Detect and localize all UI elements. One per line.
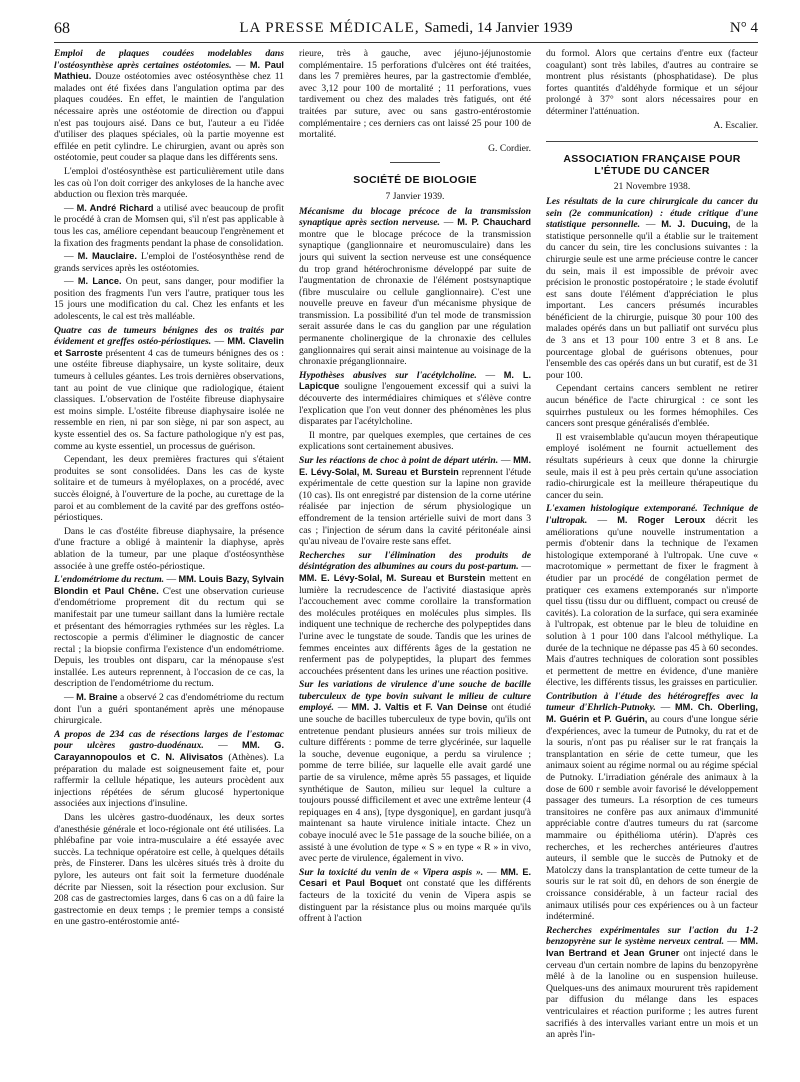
article-author: M. Lance. bbox=[77, 276, 122, 287]
article-paragraph: Il est vraisemblable qu'aucun moyen thérapeutique employé isolément ne fournit actuellement des résultats supérieurs à ceux que donne la chirurgie seule, mais il est à peu près certain qu'une association radio-chirurgicale est la meilleure thérapeutique du cancer du sein. bbox=[546, 431, 758, 501]
article-heading: Sur les réactions de choc à point de départ utérin. bbox=[299, 455, 499, 466]
article-text: L'emploi de l'ostéosynthèse rend de grands services après les ostéotomies. bbox=[54, 251, 284, 274]
article-signature: G. Cordier. bbox=[488, 142, 531, 154]
article-author: M. Mauclaire. bbox=[77, 251, 137, 262]
article-signature: A. Escalier. bbox=[713, 119, 758, 131]
article-paragraph: L'examen histologique extemporané. Technique de l'ultropak. — M. Roger Leroux décrit les améliorations qu'une nouvelle instrumentation a permis d'obtenir dans la technique de l'examen histologique extemporané à l'ultropak. Une cuve « macrotomique » permettant de fixer le fragment à étudier par un procédé de congélation permet de pratiquer ces examens extemporanés sur n'importe quel tissu (tissu dur ou diffluent, compact ou creusé de cavités). La coloration de la surface, qui sera examinée à l'ultropak, est obtenue par le bleu de toluidine en solution à 1 pour 100 dans l'alcool méthylique. La durée de la technique ne dépasse pas 45 à 60 secondes. Mais d'autres techniques de coloration sont possibles et permettent de mettre en évidence, d'une manière élective, les différents tissus, les graisses en particulier. bbox=[546, 503, 758, 689]
article-heading: Quatre cas de tumeurs bénignes des os traités par évidement et greffes ostéo-périostiques. bbox=[54, 324, 284, 348]
section-title: ASSOCIATION FRANÇAISE POUR L'ÉTUDE DU CANCER bbox=[563, 153, 741, 177]
page-header bbox=[54, 20, 758, 43]
article-text: reprennent l'étude expérimentale de cette question sur la lapine non gravide (10 cas). Ils ont enregistré par distension de la corne utérine réalisée par injection de sérum physiologique un effondrement de la tension artérielle suivi de mort dans 3 cas ; l'injection de sérum dans la cavité péritonéale ainsi qu'au niveau de l'ovaire reste sans effet. bbox=[299, 466, 531, 548]
article-text: présentent 4 cas de tumeurs bénignes des os : une ostéite fibreuse diaphysaire, un kyste solitaire, deux tumeurs à cellules géantes. Les trois dernières observations, tant au point de vue clinique que radiologique, étaient classiques. L'observation de l'ostéite fibreuse diaphysaire est moins simple. L'ostéite fibreuse diaphysaire isolée ne ressemble en rien, ni par son siège, ni par son aspect, au kyste essentiel des os. Sa facture pathologique n'y est pas, comme au kyste essentiel, un processus de guérison. bbox=[54, 347, 284, 452]
article-paragraph: Hypothèses abusives sur l'acétylcholine. — M. L. Lapicque souligne l'engouement excessif qui a suivi la découverte des intermédiaires chimiques et s'élève contre l'explication que l'on veut donner des phénomènes les plus disparates par l'acétylcholine. bbox=[299, 369, 531, 428]
issue-date: Samedi, 14 Janvier 1939 bbox=[424, 20, 573, 36]
article-heading: Hypothèses abusives sur l'acétylcholine. bbox=[299, 369, 477, 381]
article-author: M. Roger Leroux bbox=[617, 514, 706, 525]
article-text: décrit les améliorations qu'une nouvelle instrumentation a permis d'obtenir dans la technique de l'examen histologique extemporané à l'ultropak. Une cuve « macrotomique » permettant de fixer le fragment à étudier par un procédé de congélation permet de pratiquer ces examens extemporanés sur n'importe quel tissu (tissu dur ou diffluent, compact ou creusé de cavités). La coloration de la surface, qui sera examinée à l'ultropak, est obtenue par le bleu de toluidine en solution à 1 pour 100 dans l'alcool méthylique. La durée de la technique ne dépasse pas 45 à 60 secondes. Mais d'autres techniques de coloration sont possibles et permettent de mettre en évidence, d'une manière élective, les différents tissus, les graisses en particulier. bbox=[546, 514, 758, 689]
article-text: a observé 2 cas d'endométriome du rectum dont l'un a guéri spontanément après une ménopause chirurgicale. bbox=[54, 692, 284, 727]
article-heading: Emploi de plaques coudées modelables dans l'ostéosynthèse après certaines ostéotomies. bbox=[54, 48, 284, 71]
divider bbox=[390, 162, 440, 163]
article-heading: Recherches sur l'élimination des produits de désintégration des albumines au cours du post-partum. bbox=[299, 549, 531, 573]
section-date: 7 Janvier 1939. bbox=[385, 190, 445, 202]
article-text: Douze ostéotomies avec ostéosynthèse chez 11 malades ont été fixées dans l'angulation optima par des plaques coudées. En effet, le maintien de l'angulation nécessaire après une ostéotomie de direction ou d'appui n'est pas toujours aisé. Dans ce but, l'auteur a eu l'idée d'utiliser des plaques spéciales, où la partie moyenne est effilée en petit cylindre. Le chirurgien, avant ou après son ostéotomie, peut couder sa plaque dans les différents sens. bbox=[54, 71, 284, 164]
article-text: (Athènes). La préparation du malade est soigneusement faite et, pour raffermir la cellule hépatique, les auteurs procèdent aux injections répétées de sérum glucosé hypertonique associées aux injections d'insuline. bbox=[54, 752, 284, 810]
article-author: MM. Louis Bazy, Sylvain Blondin et Paul Chêne. bbox=[54, 574, 284, 596]
column-right bbox=[546, 48, 758, 1078]
article-text: mettent en lumière la recrudescence de l'activité diastasique après l'accouchement avec comme corollaire la transformation des molécules protéiques en molécules plus simples. Ils indiquent une technique de recherche des polypeptides dans l'urine avec le tungstate de soude. Tandis que les urines de femmes enceintes aux différents âges de la gestation ne renferment pas de polypeptides, la plupart des femmes accouchées présentent dans les urines une réaction positive. bbox=[299, 572, 531, 677]
article-author: MM. E. Cesari et Paul Boquet bbox=[299, 866, 531, 889]
article-paragraph: Il montre, par quelques exemples, que certaines de ces explications sont certainement abusives. bbox=[299, 429, 531, 453]
column-left bbox=[54, 48, 284, 1078]
article-paragraph: Recherches sur l'élimination des produits de désintégration des albumines au cours du post-partum. — MM. E. Lévy-Solal, M. Sureau et Burstein mettent en lumière la recrudescence de l'activité diastasique après l'accouchement avec comme corollaire la transformation des molécules protéiques en molécules plus simples. Ils indiquent une technique de recherche des polypeptides dans l'urine avec le tungstate de soude. Tandis que les urines de femmes enceintes aux différents âges de la gestation ne renferment pas de polypeptides, la plupart des femmes accouchées présentent dans les urines une réaction positive. bbox=[299, 549, 531, 677]
article-paragraph: — M. André Richard a utilisé avec beaucoup de profit le procédé à cran de Momsen qui, s'il n'est pas applicable à tous les cas, améliore cependant beaucoup l'engrènement et la fixation des fragments pendant la phase de consolidation. bbox=[54, 202, 284, 249]
article-paragraph: Dans le cas d'ostéite fibreuse diaphysaire, la présence d'une fracture a obligé à maintenir la diaphyse, après ablation de la tumeur, par une plaque d'ostéosynthèse associée à une greffe ostéo-périostique. bbox=[54, 525, 284, 572]
article-author: M. André Richard bbox=[76, 202, 154, 213]
article-text: au cours d'une longue série d'expériences, avec la tumeur de Putnoky, du rat et de la souris, n'ont pas pu réaliser sur le rat français la transplantation en série de cette tumeur, que les animaux soient au régime normal ou au régime spécial de Putnoky. L'irradiation générale des animaux à la dose de 600 r semble avoir favorisé le développement passager des tumeurs. La résorption de ces tumeurs transitoires ne confère pas aux animaux d'immunité appréciable contre d'autres tumeurs du rat (sarcome mammaire ou épithélioma utérin). D'après ces recherches, et les recherches antérieures d'autres auteurs, il semble que le succès de Putnoky et de Matolczy dans la transplantation de cette tumeur de la souris sur le rat soit dû, en dehors de son énergie de croissance considérable, à un facteur racial des animaux utilisés pour ces expériences ou à un facteur indéterminé. bbox=[546, 714, 758, 923]
article-paragraph: — M. Lance. On peut, sans danger, pour modifier la position des fragments l'un vers l'autre, pratiquer tous les 15 jours une modification du cal. Chez les enfants et les adolescents, le cal est très malléable. bbox=[54, 276, 284, 323]
article-text: souligne l'engouement excessif qui a suivi la découverte des intermédiaires chimiques et s'élève contre l'explication que l'on veut donner des phénomènes les plus disparates par l'acétylcholine. bbox=[299, 381, 531, 428]
article-heading: Les résultats de la cure chirurgicale du cancer du sein (2e communication) : étude critique d'une statistique personnelle. bbox=[546, 195, 758, 231]
article-paragraph: Contribution à l'étude des hétérogreffes avec la tumeur d'Ehrlich-Putnoky. — MM. Ch. Oberling, M. Guérin et P. Guérin, au cours d'une longue série d'expériences, avec la tumeur de Putnoky, du rat et de la souris, n'ont pas pu réaliser sur le rat français la transplantation en série de cette tumeur, que les animaux soient au régime normal ou au régime spécial de Putnoky. L'irradiation générale des animaux à la dose de 600 r semble avoir favorisé le développement passager des tumeurs. La résorption de ces tumeurs transitoires ne confère pas aux animaux d'immunité appréciable contre d'autres tumeurs du rat (sarcome mammaire ou épithélioma utérin). D'après ces recherches, et les recherches antérieures d'autres auteurs, il semble que le succès de Putnoky et de Matolczy dans la transplantation de cette tumeur de la souris sur le rat soit dû, en dehors de son énergie de croissance considérable, à un facteur racial des animaux utilisés pour ces expériences ou à un facteur indéterminé. bbox=[546, 690, 758, 923]
article-heading: L'examen histologique extemporané. Technique de l'ultropak. bbox=[546, 503, 758, 526]
article-text: ont étudié une souche de bacilles tuberculeux de type bovin, qu'ils ont entretenue pendant plusieurs années sur trois milieux de culture différents : pomme de terre glycérinée, sur laquelle la souche, devenue eugonique, a perdu sa virulence ; pomme de terre biliée, sur laquelle elle avait gardé une partie de sa virulence, même après 55 passages, et liquide synthétique de Sauton, milieu sur lequel la culture a toujours poussé difficilement et avec une extrême lenteur (4 repiquages en 4 ans), [type dysgonique], en gardant jusqu'à maintenant sa haute virulence initiale intacte. Chez un cobaye inoculé avec le 51e passage de la souche biliée, on a assisté à une évolution de type « S » en type « R » in vivo, avec perte de virulence, également in vivo. bbox=[299, 702, 531, 865]
article-paragraph: Les résultats de la cure chirurgicale du cancer du sein (2e communication) : étude critique d'une statistique personnelle. — M. J. Ducuing, de la statistique personnelle qu'il a établie sur le traitement du cancer du sein, tire les conclusions suivantes : la chirurgie seule est une arme précieuse contre le cancer du sein, mais il est impossible de prévoir avec précision le pronostic postopératoire ; le stade évolutif est sans doute l'élément d'appréciation le plus important. Les cancers présumés incurables bénéficient de la chirurgie, puisque 30 pour 100 des malades opérés dans un but palliatif ont survécu plus de 3 ans et 13 pour 100 entre 3 et 8 ans. Le pourcentage global de guérisons obtenues, pour l'ensemble des cas opérés dans un but curatif, est de 31 pour 100. bbox=[546, 195, 758, 381]
article-paragraph: L'endométriome du rectum. — MM. Louis Bazy, Sylvain Blondin et Paul Chêne. C'est une observation curieuse d'endométriome proprement dit du rectum qui se manifestait par une tumeur saillant dans la lumière rectale et présentant des hémorragies rythmées sur les règles. La rectoscopie a permis d'éliminer le diagnostic de cancer rectal ; la biopsie confirma l'existence d'un endométriome. Depuis, les troubles ont disparu, car la ménopause s'est installée. Les auteurs reprennent, à l'occasion de ce cas, la description de l'endométriome du rectum. bbox=[54, 574, 284, 690]
article-paragraph: Emploi de plaques coudées modelables dans l'ostéosynthèse après certaines ostéotomies. — M. Paul Mathieu. Douze ostéotomies avec ostéosynthèse chez 11 malades ont été fixées dans l'angulation optima par des plaques coudées. En effet, le maintien de l'angulation nécessaire après une ostéotomie de direction ou d'appui n'est pas toujours aisé. Dans ce but, l'auteur a eu l'idée d'utiliser des plaques spéciales, où la partie moyenne est effilée en petit cylindre. Le chirurgien, avant ou après son ostéotomie, peut couder sa plaque dans les différents sens. bbox=[54, 48, 284, 164]
article-paragraph: Dans les ulcères gastro-duodénaux, les deux sortes d'anesthésie générale et loco-régionale ont été utilisées. La phlébafine par voie intra-musculaire a été essayée avec succès. La technique opératoire est celle, à quelques détails près, de Finsterer. Dans les ulcères situés très à droite du pylore, les auteurs ont fait soit la fermeture duodénale décrite par Niessen, soit la résection pour exclusion. Sur 208 cas de gastrectomies larges, dans 6 cas on a dû faire la gastrectomie en deux temps ; le premier temps a consisté en une gastro-entérostomie anté- bbox=[54, 812, 284, 928]
article-text: montre que le blocage précoce de la transmission synaptique (ganglionnaire et neuromusculaire) dans les jours qui suivent la section nerveuse est une conséquence du trop grand hétérochronisme développé par suite de l'augmentation de chronaxie de l'élément postsynaptique (fibre musculaire ou cellule ganglionnaire). C'est une nouvelle preuve en faveur d'un mécanisme physique de transmission. La possibilité d'un tel mode de transmission serait assurée dans le cas du ganglion par une régulation permanente cholinergique de la chronaxie des cellules ganglionnaires qui serait ainsi maintenue au voisinage de la chronaxie préganglionnaire. bbox=[299, 228, 531, 368]
article-author: M. Braine bbox=[76, 692, 118, 703]
article-paragraph: Recherches expérimentales sur l'action du 1-2 benzopyrène sur le système nerveux central. — MM. Ivan Bertrand et Jean Gruner ont injecté dans le cerveau d'un certain nombre de lapins du benzopyrène mêlé à de la lanoline ou en suspension huileuse. Quelques-uns des animaux moururent très rapidement par diffusion du mélange dans les espaces ventriculaires et réaction puriforme ; les autres furent sacrifiés à des intervalles variant entre un mois et un an après l'in- bbox=[546, 924, 758, 1041]
article-text: C'est une observation curieuse d'endométriome proprement dit du rectum qui se manifestait par une tumeur saillant dans la lumière rectale et présentant des hémorragies rythmées sur les règles. La rectoscopie a permis d'éliminer le diagnostic de cancer rectal ; la biopsie confirma l'existence d'un endométriome. Depuis, les troubles ont disparu, car la ménopause s'est installée. Les auteurs reprennent, à l'occasion de ce cas, la description de l'endométriome du rectum. bbox=[54, 585, 284, 690]
article-paragraph: Mécanisme du blocage précoce de la transmission synaptique après section nerveuse. — M. P. Chauchard montre que le blocage précoce de la transmission synaptique (ganglionnaire et neuromusculaire) dans les jours qui suivent la section nerveuse est une conséquence du trop grand hétérochronisme développé par suite de l'augmentation de chronaxie de l'élément postsynaptique (fibre musculaire ou cellule ganglionnaire). C'est une nouvelle preuve en faveur d'un mécanisme physique de transmission. La possibilité d'un tel mode de transmission serait assurée dans le cas du ganglion par une régulation permanente cholinergique de la chronaxie des cellules ganglionnaires qui serait ainsi maintenue au voisinage de la chronaxie préganglionnaire. bbox=[299, 205, 531, 368]
page-number: 68 bbox=[54, 20, 70, 37]
article-paragraph: Sur la toxicité du venin de « Vipera aspis ». — MM. E. Cesari et Paul Boquet ont constaté que les différents facteurs de la toxicité du venin de Vipera aspis se distinguent par la résistance plus ou moins marquée qu'ils offrent à l'action bbox=[299, 866, 531, 925]
section-date: 21 Novembre 1938. bbox=[613, 181, 691, 193]
article-author: M. Paul Mathieu. bbox=[54, 59, 284, 82]
article-paragraph: Cependant, les deux premières fractures qui s'étaient produites se sont consolidées. Dans les cas de kyste solitaire et de tumeurs à myéloplaxes, on a procédé, avec succès éloigné, à l'ouverture de la poche, au curettage de la paroi et au comblement de la cavité par des greffons ostéo-périostiques. bbox=[54, 454, 284, 524]
article-text: ont constaté que les différents facteurs de la toxicité du venin de Vipera aspis se distinguent par la résistance plus ou moins marquée qu'ils offrent à l'action bbox=[299, 878, 531, 925]
article-paragraph: Sur les réactions de choc à point de départ utérin. — MM. E. Lévy-Solal, M. Sureau et Burstein reprennent l'étude expérimentale de cette question sur la lapine non gravide (10 cas). Ils ont enregistré par distension de la corne utérine réalisée par injection de sérum physiologique un effondrement de la tension artérielle suivi de mort dans 3 cas ; l'injection de sérum dans la cavité péritonéale ainsi qu'au niveau de l'ovaire reste sans effet. bbox=[299, 455, 531, 548]
article-text: ont injecté dans le cerveau d'un certain nombre de lapins du benzopyrène mêlé à de la lanoline ou en suspension huileuse. Quelques-uns des animaux moururent très rapidement par diffusion du mélange dans les espaces ventriculaires et réaction puriforme ; les autres furent sacrifiés à des intervalles variant entre un mois et un an après l'in- bbox=[546, 947, 758, 1041]
article-paragraph: — M. Mauclaire. L'emploi de l'ostéosynthèse rend de grands services après les ostéotomies. bbox=[54, 251, 284, 274]
article-author: M. P. Chauchard bbox=[457, 217, 531, 228]
article-author: MM. E. Lévy-Solal, M. Sureau et Burstein bbox=[299, 572, 486, 583]
article-heading: Mécanisme du blocage précoce de la transmission synaptique après section nerveuse. bbox=[299, 205, 531, 229]
article-author: MM. Ivan Bertrand et Jean Gruner bbox=[546, 936, 758, 958]
article-paragraph: — M. Braine a observé 2 cas d'endométriome du rectum dont l'un a guéri spontanément après une ménopause chirurgicale. bbox=[54, 692, 284, 727]
article-heading: Sur la toxicité du venin de « Vipera aspis ». bbox=[299, 866, 484, 878]
article-heading: Sur les variations de virulence d'une souche de bacille tuberculeux de type bovin suivant le milieu de culture employé. bbox=[299, 679, 531, 714]
article-heading: L'endométriome du rectum. bbox=[54, 574, 165, 586]
article-text: a utilisé avec beaucoup de profit le procédé à cran de Momsen qui, s'il n'est pas applicable à tous les cas, améliore cependant beaucoup l'engrènement et la fixation des fragments pendant la phase de consolidation. bbox=[54, 202, 284, 249]
article-author: MM. J. Valtis et F. Van Deinse bbox=[351, 702, 488, 713]
journal-title: LA PRESSE MÉDICALE, bbox=[239, 20, 420, 36]
article-text: On peut, sans danger, pour modifier la position des fragments l'un vers l'autre, pratiquer tous les 15 jours une modification du cal. Chez les enfants et les adolescents, le cal est très malléable. bbox=[54, 276, 284, 323]
article-author: M. L. Lapicque bbox=[299, 369, 531, 392]
article-author: MM. G. Carayannopoulos et C. N. Alivisatos bbox=[54, 740, 284, 763]
issue-number: N° 4 bbox=[729, 20, 758, 36]
column-middle bbox=[299, 48, 531, 1078]
article-paragraph: Sur les variations de virulence d'une souche de bacille tuberculeux de type bovin suivant le milieu de culture employé. — MM. J. Valtis et F. Van Deinse ont étudié une souche de bacilles tuberculeux de type bovin, qu'ils ont entretenue pendant plusieurs années sur trois milieux de culture différents : pomme de terre glycérinée, sur laquelle la souche, devenue eugonique, a perdu sa virulence ; pomme de terre biliée, sur laquelle elle avait gardé une partie de sa virulence, même après 55 passages, et liquide synthétique de Sauton, milieu sur lequel la culture a toujours poussé difficilement et avec une extrême lenteur (4 repiquages en 4 ans), [type dysgonique], en gardant jusqu'à maintenant sa haute virulence initiale intacte. Chez un cobaye inoculé avec le 51e passage de la souche biliée, on a assisté à une évolution de type « S » en type « R » in vivo, avec perte de virulence, également in vivo. bbox=[299, 679, 531, 865]
section-title: SOCIÉTÉ DE BIOLOGIE bbox=[353, 174, 477, 187]
article-author: MM. E. Lévy-Solal, M. Sureau et Burstein bbox=[299, 455, 531, 477]
article-paragraph: A propos de 234 cas de résections larges de l'estomac pour ulcères gastro-duodénaux. — MM. G. Carayannopoulos et C. N. Alivisatos (Athènes). La préparation du malade est soigneusement faite et, pour raffermir la cellule hépatique, les auteurs procèdent aux injections répétées de sérum glucosé hypertonique associées aux injections d'insuline. bbox=[54, 728, 284, 810]
article-text: de la statistique personnelle qu'il a établie sur le traitement du cancer du sein, tire les conclusions suivantes : la chirurgie seule est une arme précieuse contre le cancer du sein, mais il est impossible de prévoir avec précision le pronostic postopératoire ; le stade évolutif est sans doute l'élément d'appréciation le plus important. Les cancers présumés incurables bénéficient de la chirurgie, puisque 30 pour 100 des malades opérés dans un but palliatif ont survécu plus de 3 ans et 13 pour 100 entre 3 et 8 ans. Le pourcentage global de guérisons obtenues, pour l'ensemble des cas opérés dans un but curatif, est de 31 pour 100. bbox=[546, 219, 758, 381]
running-title bbox=[54, 20, 758, 37]
article-paragraph: du formol. Alors que certains d'entre eux (facteur coagulant) sont très labiles, d'autres au contraire se montrent plus résistants (phosphatidase). De plus fortes quantités d'aldéhyde formique et un séjour prolongé à 37° sont alors nécessaires pour en déterminer l'atténuation. bbox=[546, 48, 758, 117]
article-paragraph: Cependant certains cancers semblent ne retirer aucun bénéfice de l'acte chirurgical : ce sont les squirrhes pustuleux ou les formes hémophiles. Ces cancers sont presque généralisés d'emblée. bbox=[546, 383, 758, 430]
article-heading: Contribution à l'étude des hétérogreffes avec la tumeur d'Ehrlich-Putnoky. bbox=[546, 690, 758, 714]
article-heading: A propos de 234 cas de résections larges de l'estomac pour ulcères gastro-duodénaux. bbox=[54, 728, 284, 752]
divider bbox=[546, 141, 758, 142]
article-author: MM. Ch. Oberling, M. Guérin et P. Guérin, bbox=[546, 702, 758, 725]
article-author: M. J. Ducuing, bbox=[661, 219, 731, 230]
article-paragraph: rieure, très à gauche, avec jéjuno-jéjunostomie complémentaire. 15 perforations d'ulcères ont été traitées, dans les 7 premières heures, par la gastrectomie d'emblée, avec 3,12 pour 100 de mortalité ; 11 perforations, vues tardivement ou chez des malades très fatigués, ont été traitées par suture, avec ou sans gastro-entérostomie complémentaire ; ces derniers cas ont laissé 25 pour 100 de mortalité. bbox=[299, 48, 531, 141]
article-paragraph: L'emploi d'ostéosynthèse est particulièrement utile dans les cas où l'on doit corriger des ankyloses de la hanche avec abduction ou flexion très marquée. bbox=[54, 165, 284, 201]
article-author: MM. Clavelin et Sarroste bbox=[54, 336, 284, 358]
article-paragraph: Quatre cas de tumeurs bénignes des os traités par évidement et greffes ostéo-périostiques. — MM. Clavelin et Sarroste présentent 4 cas de tumeurs bénignes des os : une ostéite fibreuse diaphysaire, un kyste solitaire, deux tumeurs à cellules géantes. Les trois dernières observations, tant au point de vue clinique que radiologique, étaient classiques. L'observation de l'ostéite fibreuse diaphysaire est moins simple. L'ostéite fibreuse diaphysaire isolée ne ressemble en rien, ni par son siège, ni par son aspect, au kyste essentiel des os. Sa facture pathologique n'y est pas, comme au kyste essentiel, un processus de guérison. bbox=[54, 324, 284, 452]
article-heading: Recherches expérimentales sur l'action du 1-2 benzopyrène sur le système nerveux central. bbox=[546, 924, 758, 948]
